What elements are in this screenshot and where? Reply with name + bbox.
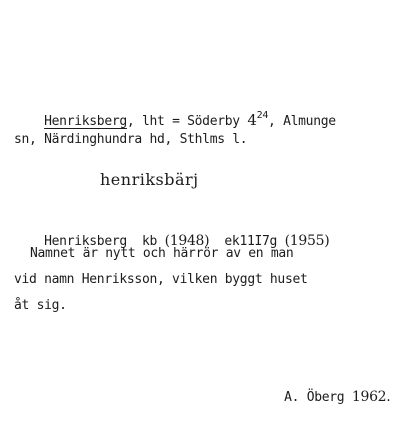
note-line-3: åt sig. bbox=[14, 298, 67, 313]
entry-ek: ek11I7g bbox=[224, 234, 278, 249]
author: A. Öberg bbox=[284, 390, 345, 405]
card-line-2: sn, Närdinghundra hd, Sthlms l. bbox=[14, 132, 248, 147]
pronunciation-handwritten: henriksbärj bbox=[100, 170, 199, 189]
note-line-1: Namnet är nytt och härrör av en man bbox=[30, 246, 294, 261]
entry-kb-year: (1948) bbox=[164, 233, 210, 249]
parish-number: 4 bbox=[247, 111, 257, 129]
entry-kb: kb bbox=[141, 234, 158, 249]
parish-name: , Almunge bbox=[268, 114, 336, 129]
entry-name: Henriksberg bbox=[44, 234, 127, 249]
year: 1962. bbox=[351, 389, 391, 405]
entry-ek-year: (1955) bbox=[284, 233, 330, 249]
location-text: , lht = Söderby bbox=[126, 114, 248, 129]
parish-number-sup: 24 bbox=[256, 110, 269, 121]
note-line-2: vid namn Henriksson, vilken byggt huset bbox=[14, 272, 308, 287]
headword: Henriksberg bbox=[44, 114, 127, 129]
signature-line bbox=[254, 374, 390, 420]
